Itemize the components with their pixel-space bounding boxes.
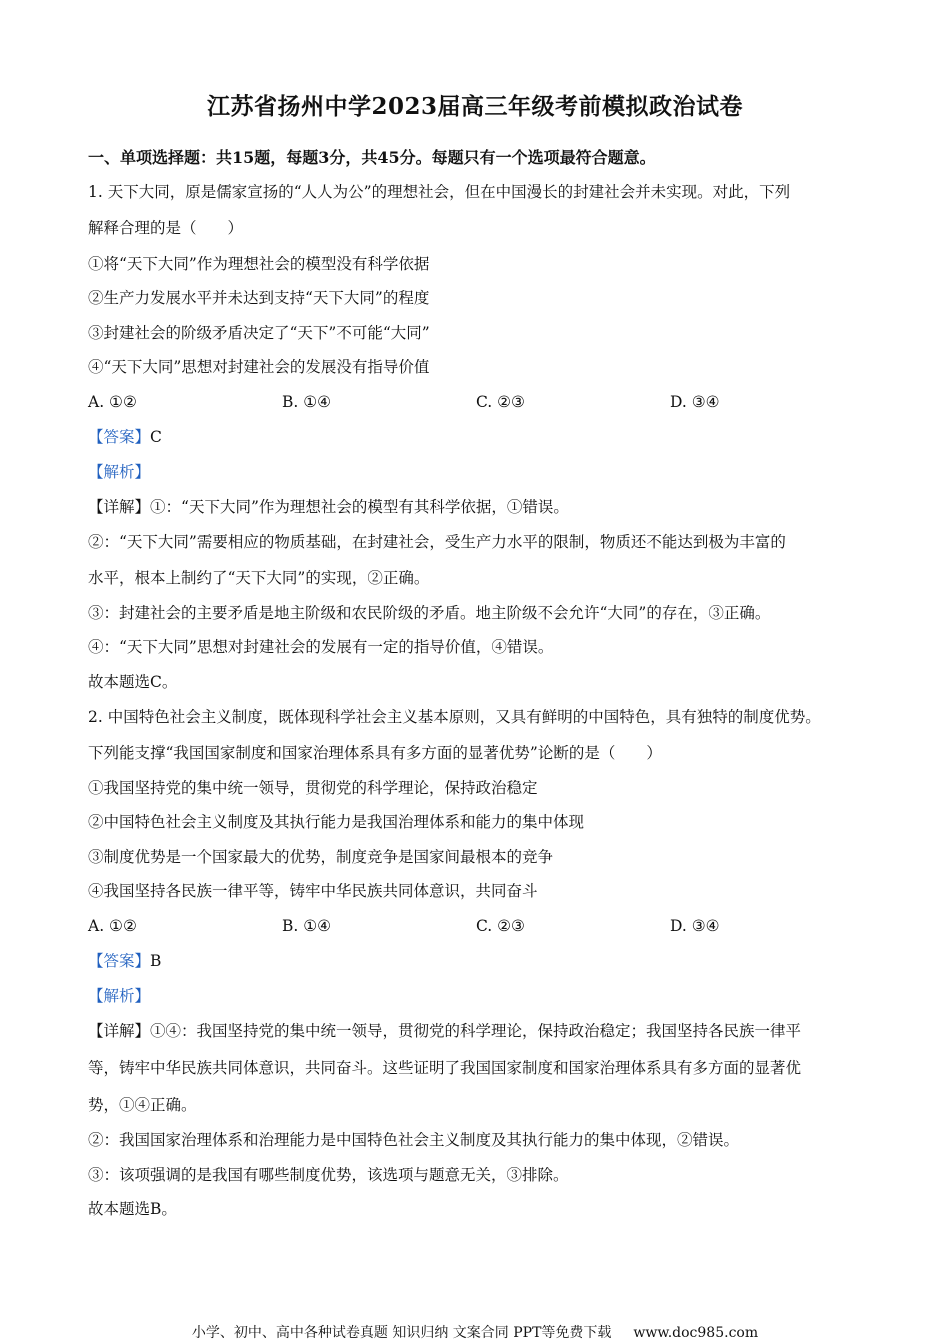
q2-detail-line3: 势，①④正确。	[88, 1096, 197, 1114]
q1-answer-row	[88, 427, 162, 447]
q2-option-a: A. ①②	[88, 917, 137, 935]
q1-detail-text-1: ①：“天下大同”作为理想社会的模型有其科学依据，①错误。	[150, 498, 569, 516]
q1-stem-line1: 1. 天下大同，原是儒家宣扬的“人人为公”的理想社会，但在中国漫长的封建社会并未实现。对此，下列	[88, 183, 791, 201]
q1-detail-line5: ④：“天下大同”思想对封建社会的发展有一定的指导价值，④错误。	[88, 638, 554, 656]
q2-detail-text-1: ①④：我国坚持党的集中统一领导，贯彻党的科学理论，保持政治稳定；我国坚持各民族一律平	[150, 1022, 802, 1040]
q1-conclusion: 故本题选C。	[88, 673, 178, 691]
q2-analysis-row	[88, 986, 150, 1006]
q2-answer-row	[88, 951, 161, 971]
q1-detail-tag: 【详解】	[88, 498, 151, 516]
q1-detail-line4: ③：封建社会的主要矛盾是地主阶级和农民阶级的矛盾。地主阶级不会允许“大同”的存在，③正确。	[88, 604, 771, 622]
section-heading: 一、单项选择题：共15题，每题3分，共45分。每题只有一个选项最符合题意。	[88, 148, 656, 167]
q2-option-c: C. ②③	[476, 917, 525, 935]
q1-detail-line3: 水平，根本上制约了“天下大同”的实现，②正确。	[88, 569, 430, 587]
q2-conclusion: 故本题选B。	[88, 1200, 177, 1218]
q2-detail-line5: ③：该项强调的是我国有哪些制度优势，该选项与题意无关，③排除。	[88, 1166, 569, 1184]
q1-item-4: ④“天下大同”思想对封建社会的发展没有指导价值	[88, 358, 430, 376]
q2-detail-line4: ②：我国国家治理体系和治理能力是中国特色社会主义制度及其执行能力的集中体现，②错误。	[88, 1131, 740, 1149]
q2-answer-value: B	[150, 952, 162, 970]
q2-option-b: B. ①④	[282, 917, 332, 935]
q2-stem-line1: 2. 中国特色社会主义制度，既体现科学社会主义基本原则，又具有鲜明的中国特色，具有独特的制度优势。	[88, 708, 821, 726]
footer-text: 小学、初中、高中各种试卷真题 知识归纳 文案合同 PPT等免费下载	[191, 1325, 612, 1341]
q1-option-b: B. ①④	[282, 393, 332, 411]
q1-item-2: ②生产力发展水平并未达到支持“天下大同”的程度	[88, 289, 430, 307]
q1-item-3: ③封建社会的阶级矛盾决定了“天下”不可能“大同”	[88, 324, 430, 342]
q2-option-d: D. ③④	[670, 917, 720, 935]
q2-item-1: ①我国坚持党的集中统一领导，贯彻党的科学理论，保持政治稳定	[88, 779, 538, 797]
q2-analysis-tag: 【解析】	[88, 987, 151, 1005]
q1-analysis-tag: 【解析】	[88, 463, 151, 481]
q2-detail-line2: 等，铸牢中华民族共同体意识，共同奋斗。这些证明了我国国家制度和国家治理体系具有多方面的显著优	[88, 1059, 802, 1077]
q2-detail-tag: 【详解】	[88, 1022, 151, 1040]
footer-site-link[interactable]: www.doc985.com	[633, 1325, 759, 1341]
q1-analysis-row	[88, 462, 150, 482]
q1-stem-line2: 解释合理的是（ ）	[88, 219, 244, 237]
q2-stem-line2: 下列能支撑“我国国家制度和国家治理体系具有多方面的显著优势”论断的是（ ）	[88, 744, 662, 762]
q1-answer-tag: 【答案】	[88, 428, 151, 446]
q1-option-c: C. ②③	[476, 393, 525, 411]
q2-item-3: ③制度优势是一个国家最大的优势，制度竞争是国家间最根本的竞争	[88, 848, 554, 866]
q1-answer-value: C	[150, 428, 162, 446]
q1-option-a: A. ①②	[88, 393, 137, 411]
q2-item-4: ④我国坚持各民族一律平等，铸牢中华民族共同体意识，共同奋斗	[88, 882, 538, 900]
q2-item-2: ②中国特色社会主义制度及其执行能力是我国治理体系和能力的集中体现	[88, 813, 585, 831]
page-footer	[0, 1322, 950, 1342]
page-title: 江苏省扬州中学2023届高三年级考前模拟政治试卷	[206, 93, 743, 120]
q2-detail-line1	[88, 1021, 801, 1041]
q1-option-d: D. ③④	[670, 393, 720, 411]
q2-answer-tag: 【答案】	[88, 952, 151, 970]
q1-item-1: ①将“天下大同”作为理想社会的模型没有科学依据	[88, 255, 430, 273]
q1-detail-line2: ②：“天下大同”需要相应的物质基础，在封建社会，受生产力水平的限制，物质还不能达到极为丰富的	[88, 533, 786, 551]
q1-detail-line1	[88, 497, 569, 517]
